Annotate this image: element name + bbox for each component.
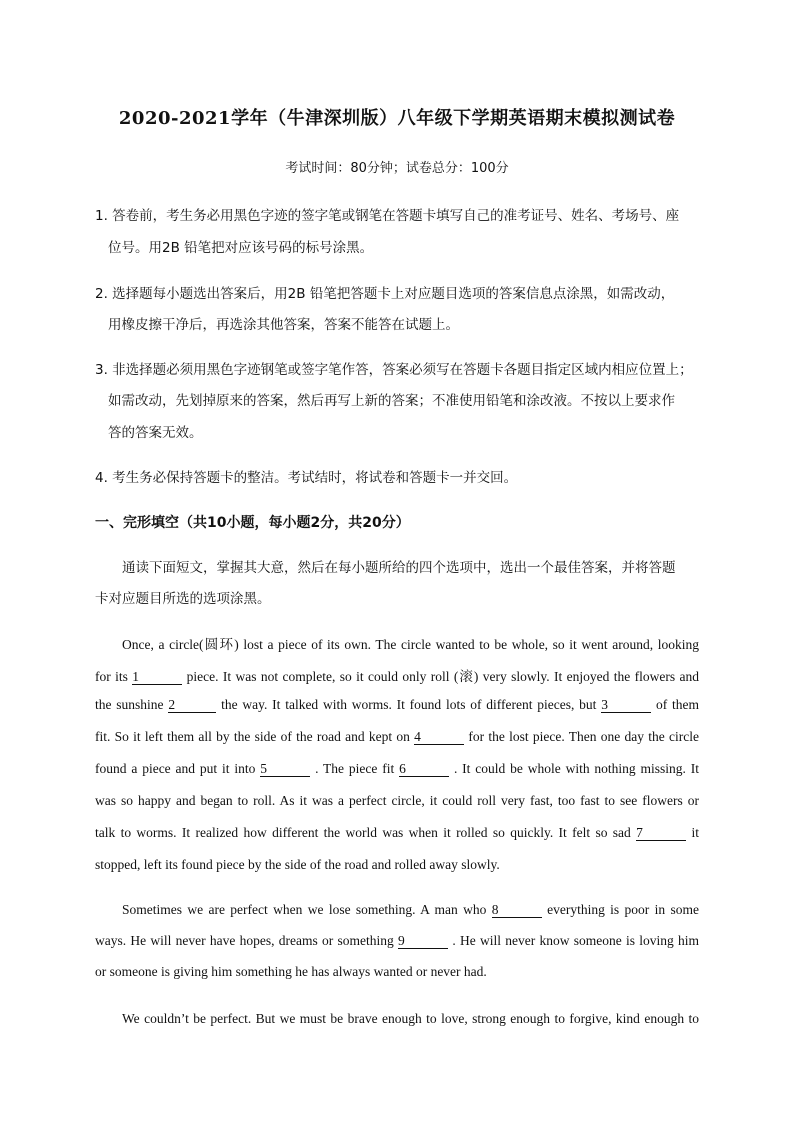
passage-p1-line-7 <box>95 825 699 841</box>
passage-text: the sunshine <box>95 697 164 712</box>
passage-text: . He will never know someone is loving him <box>452 933 700 948</box>
passage-p3-line-1: We couldn’t be perfect. But we must be brave enough to love, strong enough to forgive, kind enough to <box>122 1011 699 1026</box>
exam-info: 考试时间：80分钟；试卷总分：100分 <box>285 161 509 176</box>
passage-p1-line-5 <box>95 761 699 777</box>
passage-p1-line-4 <box>95 729 699 745</box>
passage-text: Sometimes we are perfect when we lose something. A man who <box>122 902 487 917</box>
blank-5: 5 <box>260 762 310 777</box>
instruction-2-line-1: 2. 选择题每小题选出答案后，用2B 铅笔把答题卡上对应题目选项的答案信息点涂黑，如需改动， <box>95 286 675 302</box>
passage-p1-line-6: was so happy and began to roll. As it was a perfect circle, it could roll very fast, too fast to see flowers or <box>95 793 699 808</box>
instruction-2-line-2: 用橡皮擦干净后，再选涂其他答案，答案不能答在试题上。 <box>108 317 459 333</box>
passage-text: everything is poor in some <box>547 902 700 917</box>
instruction-4: 4. 考生务必保持答题卡的整洁。考试结时，将试卷和答题卡一并交回。 <box>95 470 518 486</box>
blank-2: 2 <box>168 698 216 713</box>
blank-7: 7 <box>636 826 686 841</box>
passage-p1-line-3 <box>95 697 699 713</box>
instruction-3-line-2: 如需改动，先划掉原来的答案，然后再写上新的答案；不准使用铅笔和涂改液。不按以上要求作 <box>108 393 675 409</box>
page-title: 2020-2021学年（牛津深圳版）八年级下学期英语期末模拟测试卷 <box>118 108 676 129</box>
passage-text: . It could be whole with nothing missing. It <box>453 761 700 776</box>
passage-text: ways. He will never have hopes, dreams or something <box>95 933 394 948</box>
section-heading: 一、完形填空（共10小题，每小题2分，共20分） <box>95 515 410 531</box>
passage-text: the way. It talked with worms. It found lots of different pieces, but <box>221 697 597 712</box>
passage-p1-line-1: Once, a circle(圆环) lost a piece of its own. The circle wanted to be whole, so it went around, looking <box>122 637 699 652</box>
passage-p1-line-2 <box>95 665 699 685</box>
passage-text: of them <box>656 697 700 712</box>
blank-6: 6 <box>399 762 449 777</box>
passage-p2-line-2 <box>95 933 699 949</box>
passage-text: for its <box>95 669 128 684</box>
passage-text: it <box>691 825 700 840</box>
section-intro-line-1: 通读下面短文，掌握其大意，然后在每小题所给的四个选项中，选出一个最佳答案，并将答题 <box>122 560 676 576</box>
passage-text: found a piece and put it into <box>95 761 256 776</box>
instruction-3-line-1: 3. 非选择题必须用黑色字迹钢笔或签字笔作答，答案必须写在答题卡各题目指定区域内相应位置上； <box>95 362 693 378</box>
passage-text: fit. So it left them all by the side of the road and kept on <box>95 729 410 744</box>
blank-3: 3 <box>601 698 651 713</box>
blank-4: 4 <box>414 730 464 745</box>
section-intro-line-2: 卡对应题目所选的选项涂黑。 <box>95 591 271 607</box>
blank-9: 9 <box>398 934 448 949</box>
blank-8: 8 <box>492 903 542 918</box>
passage-text: for the lost piece. Then one day the circle <box>468 729 700 744</box>
instruction-1-line-2: 位号。用2B 铅笔把对应该号码的标号涂黑。 <box>108 240 374 256</box>
passage-p2-line-1 <box>122 902 699 918</box>
instruction-3-line-3: 答的答案无效。 <box>108 425 203 441</box>
passage-text: piece. It was not complete, so it could only roll (滚) very slowly. It enjoyed the flowers and <box>186 669 700 684</box>
instruction-1-line-1: 1. 答卷前，考生务必用黑色字迹的签字笔或钢笔在答题卡填写自己的准考证号、姓名、考场号、座 <box>95 208 680 224</box>
passage-p2-line-3: or someone is giving him something he has always wanted or never had. <box>95 964 487 979</box>
passage-text: . The piece fit <box>315 761 395 776</box>
passage-p1-line-8: stopped, left its found piece by the side of the road and rolled away slowly. <box>95 857 500 872</box>
passage-text: talk to worms. It realized how different the world was when it rolled so quickly. It felt so sad <box>95 825 631 840</box>
blank-1: 1 <box>132 670 182 685</box>
